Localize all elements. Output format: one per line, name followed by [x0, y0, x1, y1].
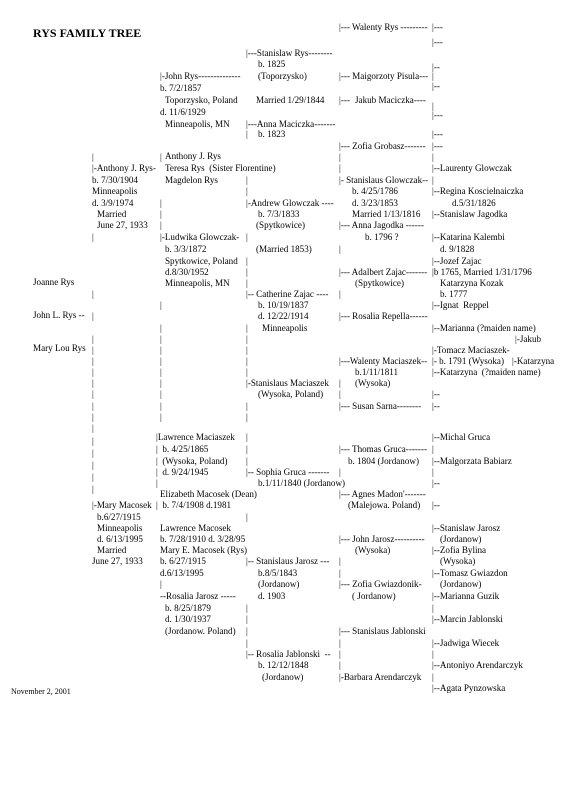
tree-line: d.6/13/1995: [160, 568, 204, 578]
tree-line: (Jordanow): [262, 672, 304, 682]
tree-line: |-Katarzyna: [512, 356, 555, 366]
tree-line: b. 3/3/1872: [165, 244, 207, 254]
tree-line: Jakub Maciczka----: [355, 95, 426, 105]
tree-line: |: [432, 444, 434, 454]
tree-line: |: [246, 614, 248, 624]
tree-line: |--- John Jarosz----------: [339, 534, 425, 544]
tree-line: Anthony J. Rys: [165, 151, 221, 161]
tree-line: b. 4/25/1786: [352, 186, 398, 196]
tree-line: |: [92, 356, 94, 366]
tree-line: |--: [432, 62, 440, 72]
tree-line: |--Jadwiga Wiecek: [432, 638, 500, 648]
tree-line: |: [160, 198, 162, 208]
tree-line: |: [92, 311, 94, 321]
tree-line: (Jordanow): [440, 579, 482, 589]
tree-line: Minneapolis, MN: [165, 278, 230, 288]
tree-line: Married: [97, 545, 127, 555]
tree-line: Minneapolis: [97, 523, 143, 533]
page-title: RYS FAMILY TREE: [33, 26, 142, 40]
tree-line: |: [246, 186, 248, 196]
tree-line: d.5/31/1826: [452, 198, 496, 208]
tree-line: |--- Zofia Grobasz-------: [339, 141, 426, 151]
tree-line: |--Tomasz Gwiazdon: [432, 568, 508, 578]
tree-line: |: [160, 323, 162, 333]
tree-line: |---: [339, 95, 350, 105]
tree-line: Magdelon Rys: [165, 175, 218, 185]
tree-line: |: [339, 556, 341, 566]
tree-line: d. 1903: [258, 591, 286, 601]
tree-line: |--- Zofia Gwiazdonik-: [339, 579, 422, 589]
tree-line: |-John Rys--------------: [160, 71, 241, 81]
tree-line: |: [92, 232, 94, 242]
tree-line: Spytkowice, Poland: [165, 256, 238, 266]
tree-line: |--: [432, 81, 440, 91]
tree-line: d. 6/13/1995: [97, 534, 143, 544]
tree-line: |--Katarina Kalembi: [432, 232, 505, 242]
tree-line: Mary E. Macosek (Rys): [160, 545, 248, 555]
tree-line: |-Ludwika Glowczak-: [160, 232, 240, 242]
tree-line: | b. 7/4/1908 d.1981: [156, 500, 232, 510]
tree-line: |--: [432, 500, 440, 510]
tree-line: |: [92, 152, 94, 162]
tree-line: d. 3/23/1853: [352, 198, 398, 208]
tree-line: Elizabeth Macosek (Dean): [160, 489, 257, 499]
tree-line: | (Wysoka, Poland): [156, 456, 228, 466]
tree-line: |--: [432, 389, 440, 399]
tree-line: |--- Susan Sarna--------: [339, 401, 422, 411]
tree-line: |: [432, 152, 434, 162]
tree-line: d. 1/30/1937: [165, 614, 211, 624]
tree-line: |: [92, 389, 94, 399]
tree-line: |--Michal Gruca: [432, 432, 491, 442]
tree-line: b. 1825: [258, 59, 286, 69]
tree-line: Teresa Rys (Sister Florentine): [165, 163, 276, 173]
tree-line: |: [246, 412, 248, 422]
tree-line: --Rosalia Jarosz -----: [160, 591, 236, 601]
tree-line: |: [246, 232, 248, 242]
tree-line: |: [92, 345, 94, 355]
tree-line: b. 6/27/1915: [160, 556, 206, 566]
tree-line: |: [246, 367, 248, 377]
tree-line: |: [246, 432, 248, 442]
tree-line: b. 10/19/1837: [258, 300, 309, 310]
tree-line: (Married 1853): [256, 244, 312, 254]
tree-line: June 27, 1933: [92, 556, 143, 566]
tree-line: |--- Rosalia Repella------: [339, 311, 428, 321]
tree-line: |---Walenty Maciaszek--: [339, 356, 428, 366]
tree-line: |: [160, 300, 162, 310]
tree-line: |--: [432, 478, 440, 488]
tree-line: |-Mary Macosek: [92, 500, 152, 510]
tree-line: b. 12/12/1848: [258, 660, 309, 670]
tree-line: (Malejowa. Poland): [348, 500, 421, 510]
tree-line: |: [92, 412, 94, 422]
tree-line: |: [246, 603, 248, 613]
tree-line: b.6/27/1915: [97, 512, 141, 522]
tree-line: |---: [432, 141, 443, 151]
tree-line: Minneapolis: [262, 323, 308, 333]
tree-line: b. 1777: [440, 289, 468, 299]
tree-line: |---Stanislaw Rys--------: [246, 48, 333, 58]
tree-line: |: [246, 323, 248, 333]
tree-line: |: [92, 289, 94, 299]
tree-line: |--Stanislaw Jagodka: [432, 209, 508, 219]
tree-line: |--- Adalbert Zajac-------: [339, 267, 428, 277]
tree-line: |---: [432, 22, 443, 32]
tree-line: |---: [432, 110, 443, 120]
tree-line: |: [160, 367, 162, 377]
tree-line: d. 11/6/1929: [160, 107, 206, 117]
tree-line: |: [92, 472, 94, 482]
tree-line: |-Barbara Arendarczyk: [339, 672, 422, 682]
tree-line: (Wysoka): [355, 378, 391, 388]
tree-line: |: [160, 401, 162, 411]
tree-line: |: [339, 649, 341, 659]
tree-line: b. 1804 (Jordanow): [348, 456, 419, 466]
tree-line: |: [246, 456, 248, 466]
person-name: Mary Lou Rys: [33, 343, 86, 353]
tree-line: (Jordanow): [440, 534, 482, 544]
tree-line: |--Ignat Reppel: [432, 300, 489, 310]
tree-line: |: [432, 672, 434, 682]
tree-line: |: [339, 289, 341, 299]
tree-line: |-Andrew Glowczak ----: [246, 198, 334, 208]
tree-line: |: [339, 163, 341, 173]
tree-line: |--Jozef Zajac: [432, 256, 482, 266]
tree-line: |: [339, 467, 341, 477]
tree-line: (Wysoka): [355, 545, 391, 555]
tree-line: d. 3/9/1974: [92, 198, 134, 208]
tree-line: Lawrence Macosek: [160, 523, 231, 533]
tree-line: |--Marianna Guzik: [432, 591, 500, 601]
tree-line: |--- Walenty Rys ---------: [339, 22, 428, 32]
tree-line: |-- Stanislaus Jarosz ---: [246, 556, 330, 566]
tree-line: d.8/30/1952: [165, 267, 209, 277]
tree-line: Minneapolis: [92, 186, 138, 196]
tree-line: |: [246, 267, 248, 277]
tree-line: Katarzyna Kozak: [440, 278, 504, 288]
tree-line: |: [160, 209, 162, 219]
tree-line: |: [92, 448, 94, 458]
tree-line: |: [432, 71, 434, 81]
tree-line: |--- Stanislaus Jablonski: [339, 626, 426, 636]
tree-line: |-Tomacz Maciaszek-: [432, 345, 510, 355]
tree-line: |: [92, 460, 94, 470]
tree-line: |: [160, 152, 162, 162]
tree-line: b. 7/3/1833: [258, 209, 300, 219]
tree-line: |: [160, 220, 162, 230]
tree-line: |--Antoniyo Arendarczyk: [432, 660, 523, 670]
tree-line: |--Zofia Bylina: [432, 545, 487, 555]
tree-line: |-- Catherine Zajac ----: [246, 289, 329, 299]
tree-line: |--Marianna (?maiden name): [432, 323, 536, 333]
tree-line: |--Malgorzata Babiarz: [432, 456, 512, 466]
tree-line: |--: [432, 401, 440, 411]
tree-line: |Lawrence Maciaszek: [156, 432, 235, 442]
tree-line: |: [432, 175, 434, 185]
tree-line: b. 1796 ?: [365, 232, 399, 242]
tree-line: |-- Rosalia Jablonski --: [246, 649, 331, 659]
tree-line: |b 1765, Married 1/31/1796: [432, 267, 532, 277]
tree-line: d. 9/1828: [440, 244, 475, 254]
tree-line: |: [432, 467, 434, 477]
tree-line: (Jordanow. Poland): [165, 626, 236, 636]
tree-line: | b. 4/25/1865: [156, 444, 209, 454]
tree-line: (Spytkowice): [256, 220, 305, 230]
tree-line: |: [160, 389, 162, 399]
tree-line: |: [339, 389, 341, 399]
tree-line: Married: [97, 209, 127, 219]
tree-line: |--Stanislaw Jarosz: [432, 523, 501, 533]
tree-line: |: [92, 401, 94, 411]
tree-line: | d. 9/24/1945: [156, 467, 209, 477]
tree-line: (Spytkowice): [355, 278, 404, 288]
tree-line: b.1/11/1811: [355, 367, 399, 377]
person-name: John L. Rys --: [33, 310, 85, 320]
tree-line: |: [160, 378, 162, 388]
tree-line: |: [92, 423, 94, 433]
tree-line: |: [246, 345, 248, 355]
tree-line: |: [339, 568, 341, 578]
tree-line: |: [160, 345, 162, 355]
tree-line: |: [246, 444, 248, 454]
tree-line: |: [432, 603, 434, 613]
tree-line: |-Anthony J. Rys-: [92, 163, 156, 173]
tree-line: |--- Maigorzoty Pisula---: [339, 71, 429, 81]
tree-line: |---: [432, 129, 443, 139]
tree-line: June 27, 1933: [97, 220, 148, 230]
tree-line: |--Marcin Jablonski: [432, 614, 503, 624]
tree-line: |: [246, 401, 248, 411]
tree-line: |: [246, 175, 248, 185]
tree-line: |: [246, 512, 248, 522]
tree-line: |: [156, 478, 158, 488]
tree-line: |: [160, 579, 162, 589]
tree-line: |---Anna Maciczka-------: [246, 119, 336, 129]
tree-line: b. 8/25/1879: [165, 603, 211, 613]
tree-line: d. 12/22/1914: [258, 311, 309, 321]
tree-line: b. 7/30/1904: [92, 175, 138, 185]
tree-line: |--Katarzyna (?maiden name): [432, 367, 541, 377]
tree-line: ( Jordanow): [352, 591, 396, 601]
tree-line: Toporzysko, Poland: [165, 95, 238, 105]
tree-line: (Jordanow): [258, 579, 300, 589]
tree-line: |: [160, 334, 162, 344]
tree-line: |--- Anna Jagodka ------: [339, 220, 424, 230]
tree-line: Minneapolis, MN: [165, 119, 230, 129]
tree-line: |: [246, 129, 248, 139]
tree-line: |: [246, 626, 248, 636]
tree-line: |--- Thomas Gruca-------: [339, 444, 427, 454]
tree-line: |---: [432, 37, 443, 47]
tree-line: |: [246, 638, 248, 648]
tree-line: |: [246, 334, 248, 344]
tree-line: |--Agata Pynzowska: [432, 683, 506, 693]
tree-line: |: [92, 378, 94, 388]
tree-line: b. 1823: [258, 129, 286, 139]
tree-line: |: [160, 412, 162, 422]
tree-line: |: [160, 356, 162, 366]
tree-line: |: [339, 244, 341, 254]
tree-line: (Wysoka, Poland): [258, 389, 324, 399]
tree-line: |: [92, 367, 94, 377]
tree-line: |: [246, 356, 248, 366]
tree-line: |-Stanislaus Maciaszek: [246, 378, 329, 388]
tree-line: |: [432, 649, 434, 659]
tree-line: b. 7/28/1910 d. 3/28/95: [160, 534, 246, 544]
tree-line: |-Jakub: [515, 334, 542, 344]
tree-line: (Wysoka): [440, 556, 476, 566]
person-name: Joanne Rys: [33, 277, 75, 287]
tree-line: |: [432, 101, 434, 111]
tree-line: b.8/5/1843: [258, 568, 298, 578]
tree-line: (Toporzysko): [258, 71, 307, 81]
tree-line: Married 1/29/1844: [256, 95, 325, 105]
tree-line: |- Stanislaus Glowczak--: [339, 175, 429, 185]
tree-line: |: [339, 638, 341, 648]
document-date: November 2, 2001: [11, 687, 71, 696]
tree-line: |: [92, 484, 94, 494]
tree-line: |: [339, 378, 341, 388]
tree-line: b.1/11/1840 (Jordanow): [258, 478, 346, 488]
tree-line: Married 1/13/1816: [352, 209, 421, 219]
tree-line: |: [92, 436, 94, 446]
tree-line: |-- Sophia Gruca -------: [246, 467, 330, 477]
tree-line: |--Laurenty Glowczak: [432, 163, 512, 173]
tree-line: |: [339, 152, 341, 162]
tree-line: |: [246, 256, 248, 266]
tree-line: |: [246, 278, 248, 288]
tree-line: |--Regina Koscielnaiczka: [432, 186, 524, 196]
tree-line: b. 7/2/1857: [160, 83, 202, 93]
tree-line: |- b. 1791 (Wysoka): [432, 356, 504, 366]
tree-line: |: [92, 334, 94, 344]
tree-line: |: [339, 660, 341, 670]
tree-line: |--- Agnes Madon'-------: [339, 489, 426, 499]
